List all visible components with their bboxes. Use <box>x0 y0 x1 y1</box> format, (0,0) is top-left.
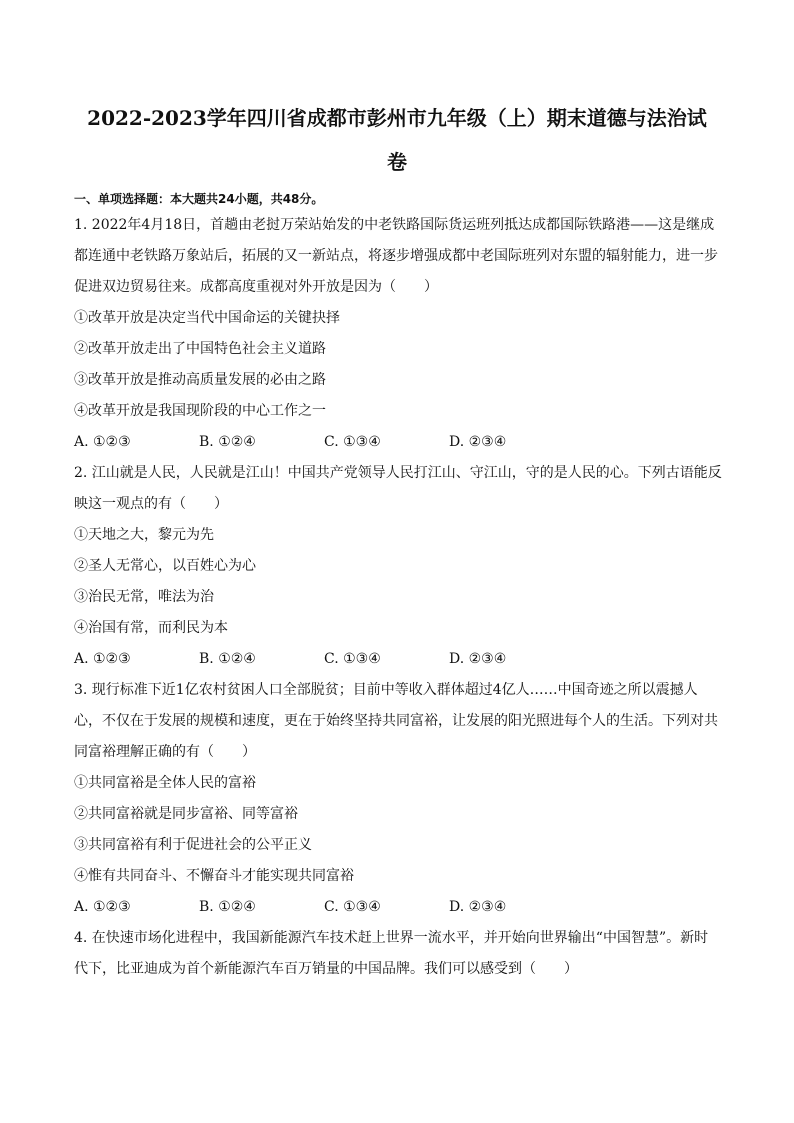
statement-item: ②圣人无常心，以百姓心为心 <box>74 558 256 574</box>
exam-title <box>74 96 720 184</box>
question-stem-line: 心，不仅在于发展的规模和速度，更在于始终坚持共同富裕，让发展的阳光照进每个人的生活。下列对共 <box>74 713 718 729</box>
answer-option: A. ①②③ <box>74 899 131 915</box>
title-line-2: 卷 <box>387 150 407 174</box>
answer-options <box>74 892 720 923</box>
question-stem-line: 1. 2022年4月18日，首趟由老挝万荣站始发的中老铁路国际货运班列抵达成都国际铁路港——这是继成 <box>74 217 715 233</box>
question-list <box>74 210 720 985</box>
answer-option: D. ②③④ <box>449 651 507 667</box>
statement-item: ③共同富裕有利于促进社会的公平正义 <box>74 837 312 853</box>
answer-option: C. ①③④ <box>324 434 381 450</box>
question-stem-line: 3. 现行标准下近1亿农村贫困人口全部脱贫；目前中等收入群体超过4亿人……中国奇迹之所以震撼人 <box>74 682 698 698</box>
answer-option: C. ①③④ <box>324 651 381 667</box>
question-4 <box>74 923 720 985</box>
statement-item: ④惟有共同奋斗、不懈奋斗才能实现共同富裕 <box>74 868 354 884</box>
question-stem-line: 都连通中老铁路万象站后，拓展的又一新站点，将逐步增强成都中老国际班列对东盟的辐射能力，进一步 <box>74 248 718 264</box>
answer-options <box>74 644 720 675</box>
answer-option: B. ①②④ <box>199 899 256 915</box>
answer-option: A. ①②③ <box>74 434 131 450</box>
statement-item: ④治国有常，而利民为本 <box>74 620 228 636</box>
statement-item: ①共同富裕是全体人民的富裕 <box>74 775 256 791</box>
answer-options <box>74 427 720 458</box>
question-stem-line: 促进双边贸易往来。成都高度重视对外开放是因为（ ） <box>74 279 438 295</box>
question-stem-line: 映这一观点的有（ ） <box>74 496 228 512</box>
answer-option: D. ②③④ <box>449 899 507 915</box>
question-stem-line: 2. 江山就是人民，人民就是江山！中国共产党领导人民打江山、守江山，守的是人民的心。下列古语能反 <box>74 465 722 481</box>
section-heading: 一、单项选择题：本大题共24小题，共48分。 <box>74 192 324 206</box>
answer-option: D. ②③④ <box>449 434 507 450</box>
statement-item: ②共同富裕就是同步富裕、同等富裕 <box>74 806 298 822</box>
question-stem-line: 4. 在快速市场化进程中，我国新能源汽车技术赶上世界一流水平，并开始向世界输出“中国智慧”。新时 <box>74 930 709 946</box>
title-line-1: 2022-2023学年四川省成都市彭州市九年级（上）期末道德与法治试 <box>87 106 707 130</box>
statement-item: ③治民无常，唯法为治 <box>74 589 214 605</box>
question-2 <box>74 458 720 675</box>
answer-option: A. ①②③ <box>74 651 131 667</box>
statement-item: ③改革开放是推动高质量发展的必由之路 <box>74 372 326 388</box>
question-stem-line: 代下，比亚迪成为首个新能源汽车百万销量的中国品牌。我们可以感受到（ ） <box>74 961 578 977</box>
statement-item: ①改革开放是决定当代中国命运的关键抉择 <box>74 310 340 326</box>
answer-option: B. ①②④ <box>199 651 256 667</box>
question-1 <box>74 210 720 458</box>
statement-item: ④改革开放是我国现阶段的中心工作之一 <box>74 403 326 419</box>
answer-option: B. ①②④ <box>199 434 256 450</box>
statement-item: ②改革开放走出了中国特色社会主义道路 <box>74 341 326 357</box>
question-3 <box>74 675 720 923</box>
statement-item: ①天地之大，黎元为先 <box>74 527 214 543</box>
question-stem-line: 同富裕理解正确的有（ ） <box>74 744 256 760</box>
answer-option: C. ①③④ <box>324 899 381 915</box>
